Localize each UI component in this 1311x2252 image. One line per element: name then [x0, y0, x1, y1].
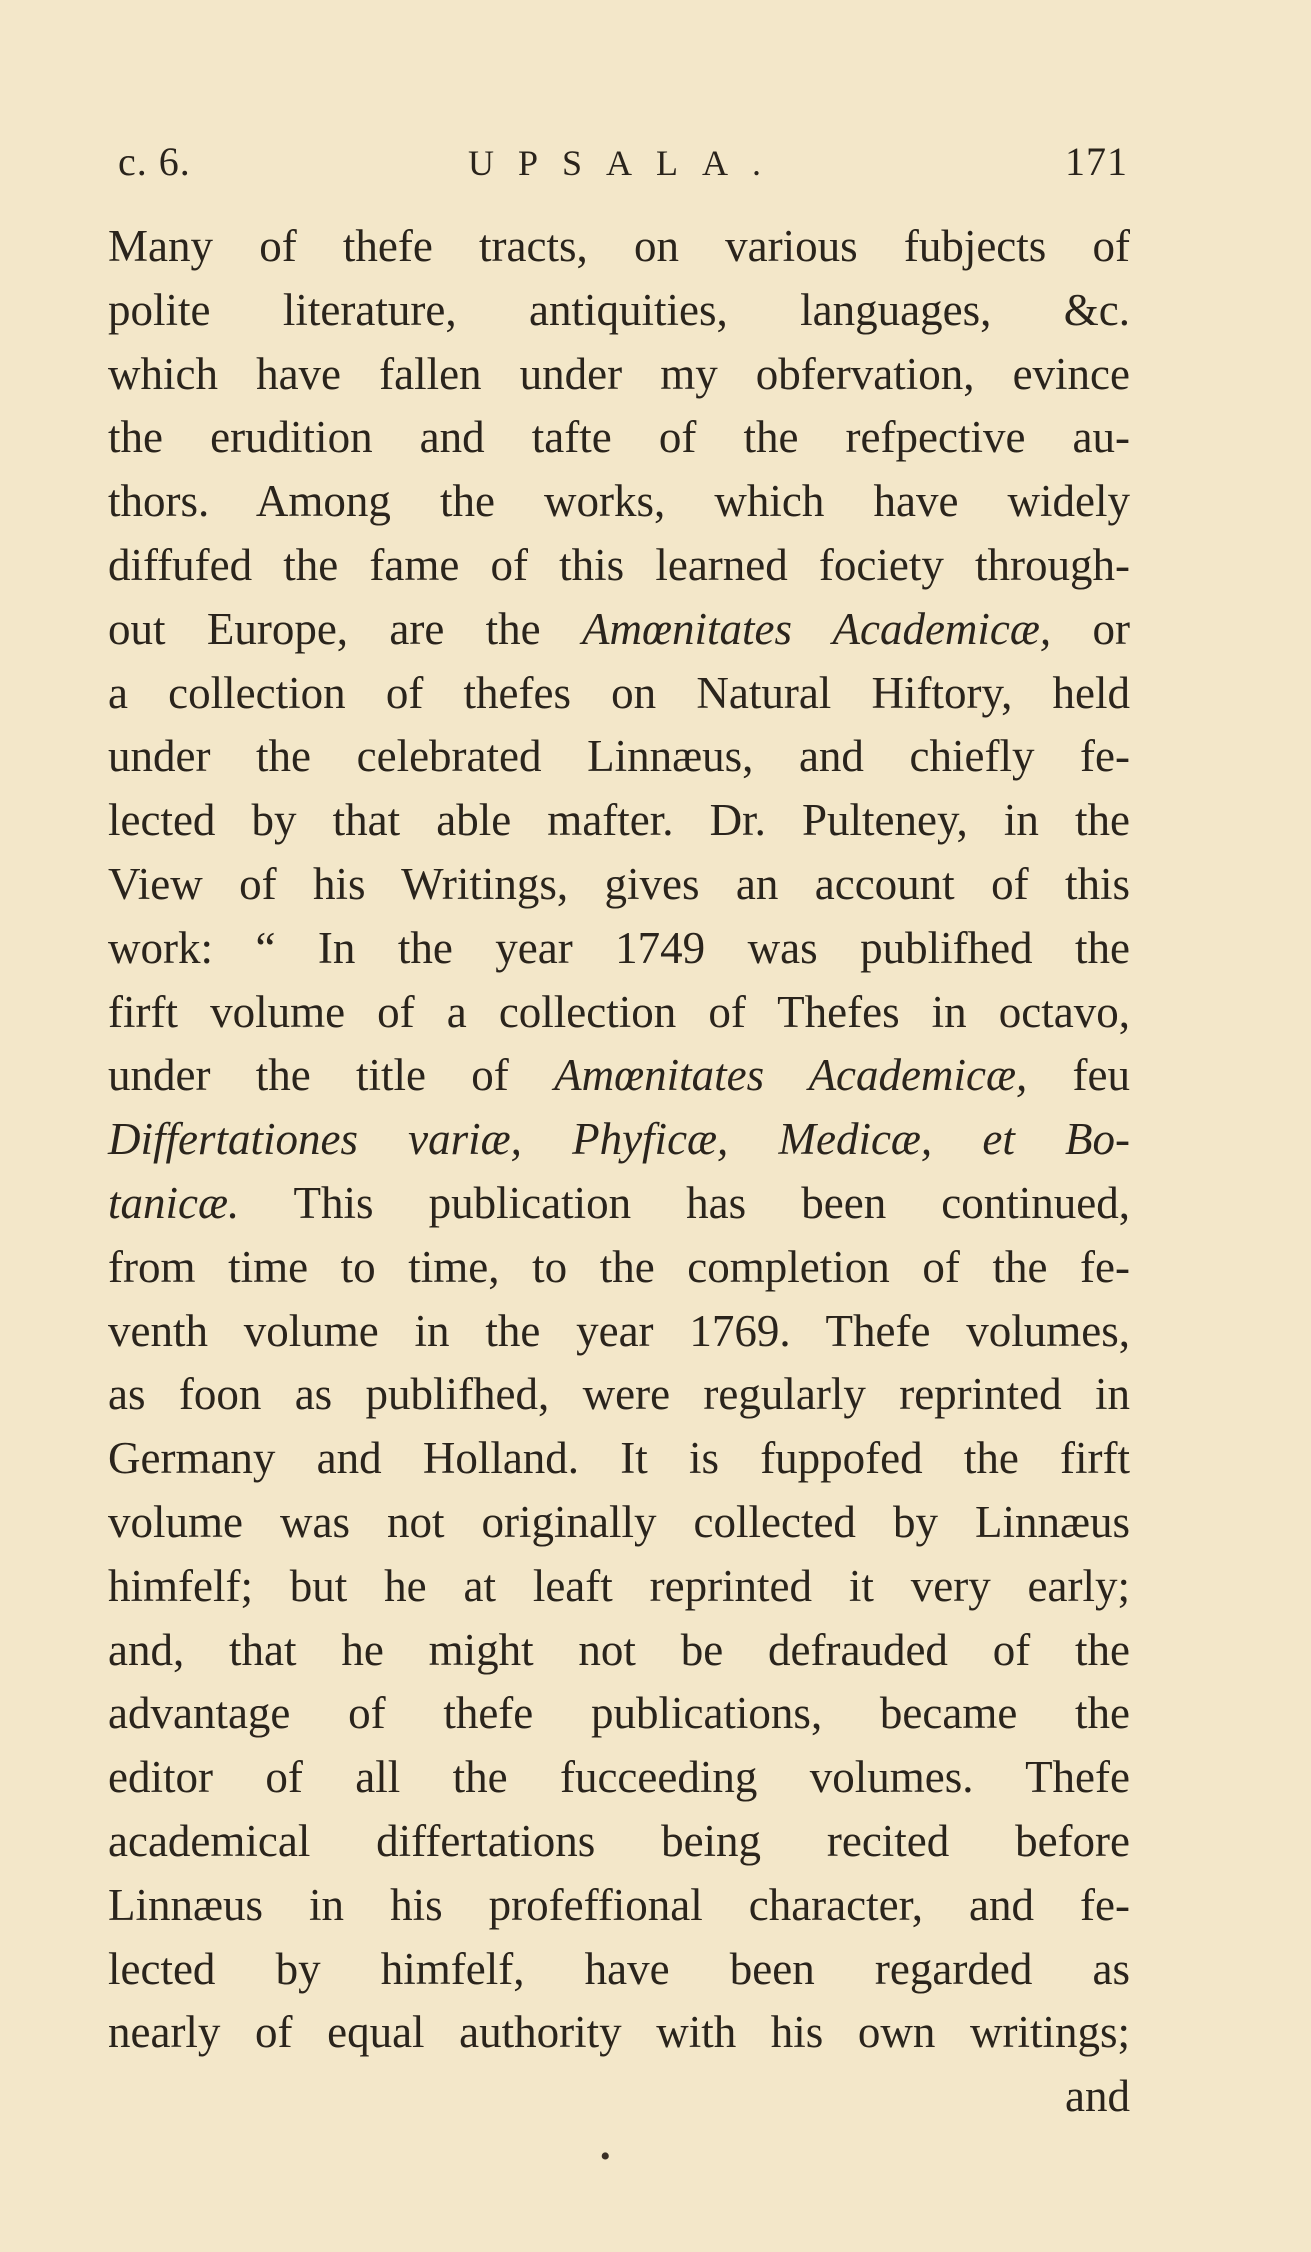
text-segment: which have fallen under my obfervation, evince: [108, 348, 1130, 399]
text-segment: firft volume of a collection of Thefes in octavo,: [108, 986, 1130, 1037]
text-line: [108, 1044, 1130, 1108]
text-segment: View of his Writings, gives an account of this: [108, 858, 1130, 909]
text-line: [108, 1108, 1130, 1172]
text-segment: Germany and Holland. It is fuppofed the firft: [108, 1433, 1130, 1484]
running-title: UPSALA.: [468, 143, 786, 183]
text-line: [108, 1363, 1130, 1427]
text-line: [108, 1810, 1130, 1874]
running-header: [118, 138, 1128, 190]
text-line: [108, 279, 1130, 343]
italic-text-segment: tanicæ.: [108, 1177, 240, 1228]
text-line: [108, 1555, 1130, 1619]
text-segment: and: [1065, 2071, 1130, 2122]
ink-mark-decoration: •: [600, 2140, 611, 2173]
text-segment: editor of all the fucceeding volumes. Thefe: [108, 1752, 1130, 1803]
text-line: [108, 1874, 1130, 1938]
text-segment: work: “ In the year 1749 was publifhed the: [108, 922, 1130, 973]
text-segment: himfelf; but he at leaft reprinted it very early;: [108, 1560, 1130, 1611]
page-number: 171: [1065, 139, 1128, 184]
text-segment: and, that he might not be defrauded of the: [108, 1624, 1130, 1675]
text-line: [108, 853, 1130, 917]
text-line: [108, 534, 1130, 598]
text-segment: a collection of thefes on Natural Hiftory, held: [108, 667, 1130, 718]
text-segment: from time to time, to the completion of the fe-: [108, 1241, 1130, 1292]
italic-text-segment: Differtationes variæ, Phyficæ, Medicæ, et Bo-: [108, 1114, 1130, 1165]
body-text: [108, 215, 1130, 2129]
text-segment: feu: [1027, 1050, 1131, 1101]
text-line: [108, 215, 1130, 279]
text-line: [108, 1427, 1130, 1491]
text-segment: out Europe, are the: [108, 603, 582, 654]
text-line: [108, 1619, 1130, 1683]
text-segment: as foon as publifhed, were regularly reprinted in: [108, 1369, 1130, 1420]
text-segment: or: [1051, 603, 1130, 654]
text-segment: This publication has been continued,: [239, 1177, 1130, 1228]
text-line: [108, 1300, 1130, 1364]
italic-text-segment: Amœnitates Academicæ,: [581, 603, 1052, 654]
text-segment: Many of thefe tracts, on various fubjects of: [108, 221, 1130, 271]
text-segment: polite literature, antiquities, languages, &c.: [108, 284, 1130, 335]
text-segment: Linnæus in his profeffional character, and fe-: [108, 1879, 1130, 1930]
text-line: [108, 981, 1130, 1045]
text-line: [108, 1938, 1130, 2002]
text-segment: venth volume in the year 1769. Thefe volumes,: [108, 1305, 1130, 1356]
text-segment: academical differtations being recited before: [108, 1815, 1130, 1866]
italic-text-segment: Amœnitates Academicæ,: [554, 1050, 1028, 1101]
text-line: [108, 2065, 1130, 2129]
text-line: [108, 406, 1130, 470]
text-segment: the erudition and tafte of the refpective au-: [108, 412, 1130, 463]
text-line: [108, 725, 1130, 789]
text-segment: under the title of: [108, 1050, 555, 1101]
text-line: [108, 1491, 1130, 1555]
text-line: [108, 1746, 1130, 1810]
text-segment: under the celebrated Linnæus, and chiefly fe-: [108, 731, 1130, 782]
text-segment: lected by himfelf, have been regarded as: [108, 1943, 1130, 1994]
text-line: [108, 662, 1130, 726]
text-line: [108, 1236, 1130, 1300]
text-line: [108, 598, 1130, 662]
text-line: [108, 470, 1130, 534]
text-segment: nearly of equal authority with his own writings;: [108, 2007, 1130, 2058]
text-line: [108, 343, 1130, 407]
text-segment: diffufed the fame of this learned fociety through-: [108, 539, 1130, 590]
text-segment: volume was not originally collected by Linnæus: [108, 1496, 1130, 1547]
chapter-label: c. 6.: [118, 139, 191, 184]
text-line: [108, 1682, 1130, 1746]
text-line: [108, 1172, 1130, 1236]
text-segment: advantage of thefe publications, became the: [108, 1688, 1130, 1739]
text-segment: lected by that able mafter. Dr. Pulteney, in the: [108, 795, 1130, 846]
text-line: [108, 2001, 1130, 2065]
text-segment: thors. Among the works, which have widely: [108, 476, 1130, 527]
text-line: [108, 789, 1130, 853]
text-line: [108, 917, 1130, 981]
